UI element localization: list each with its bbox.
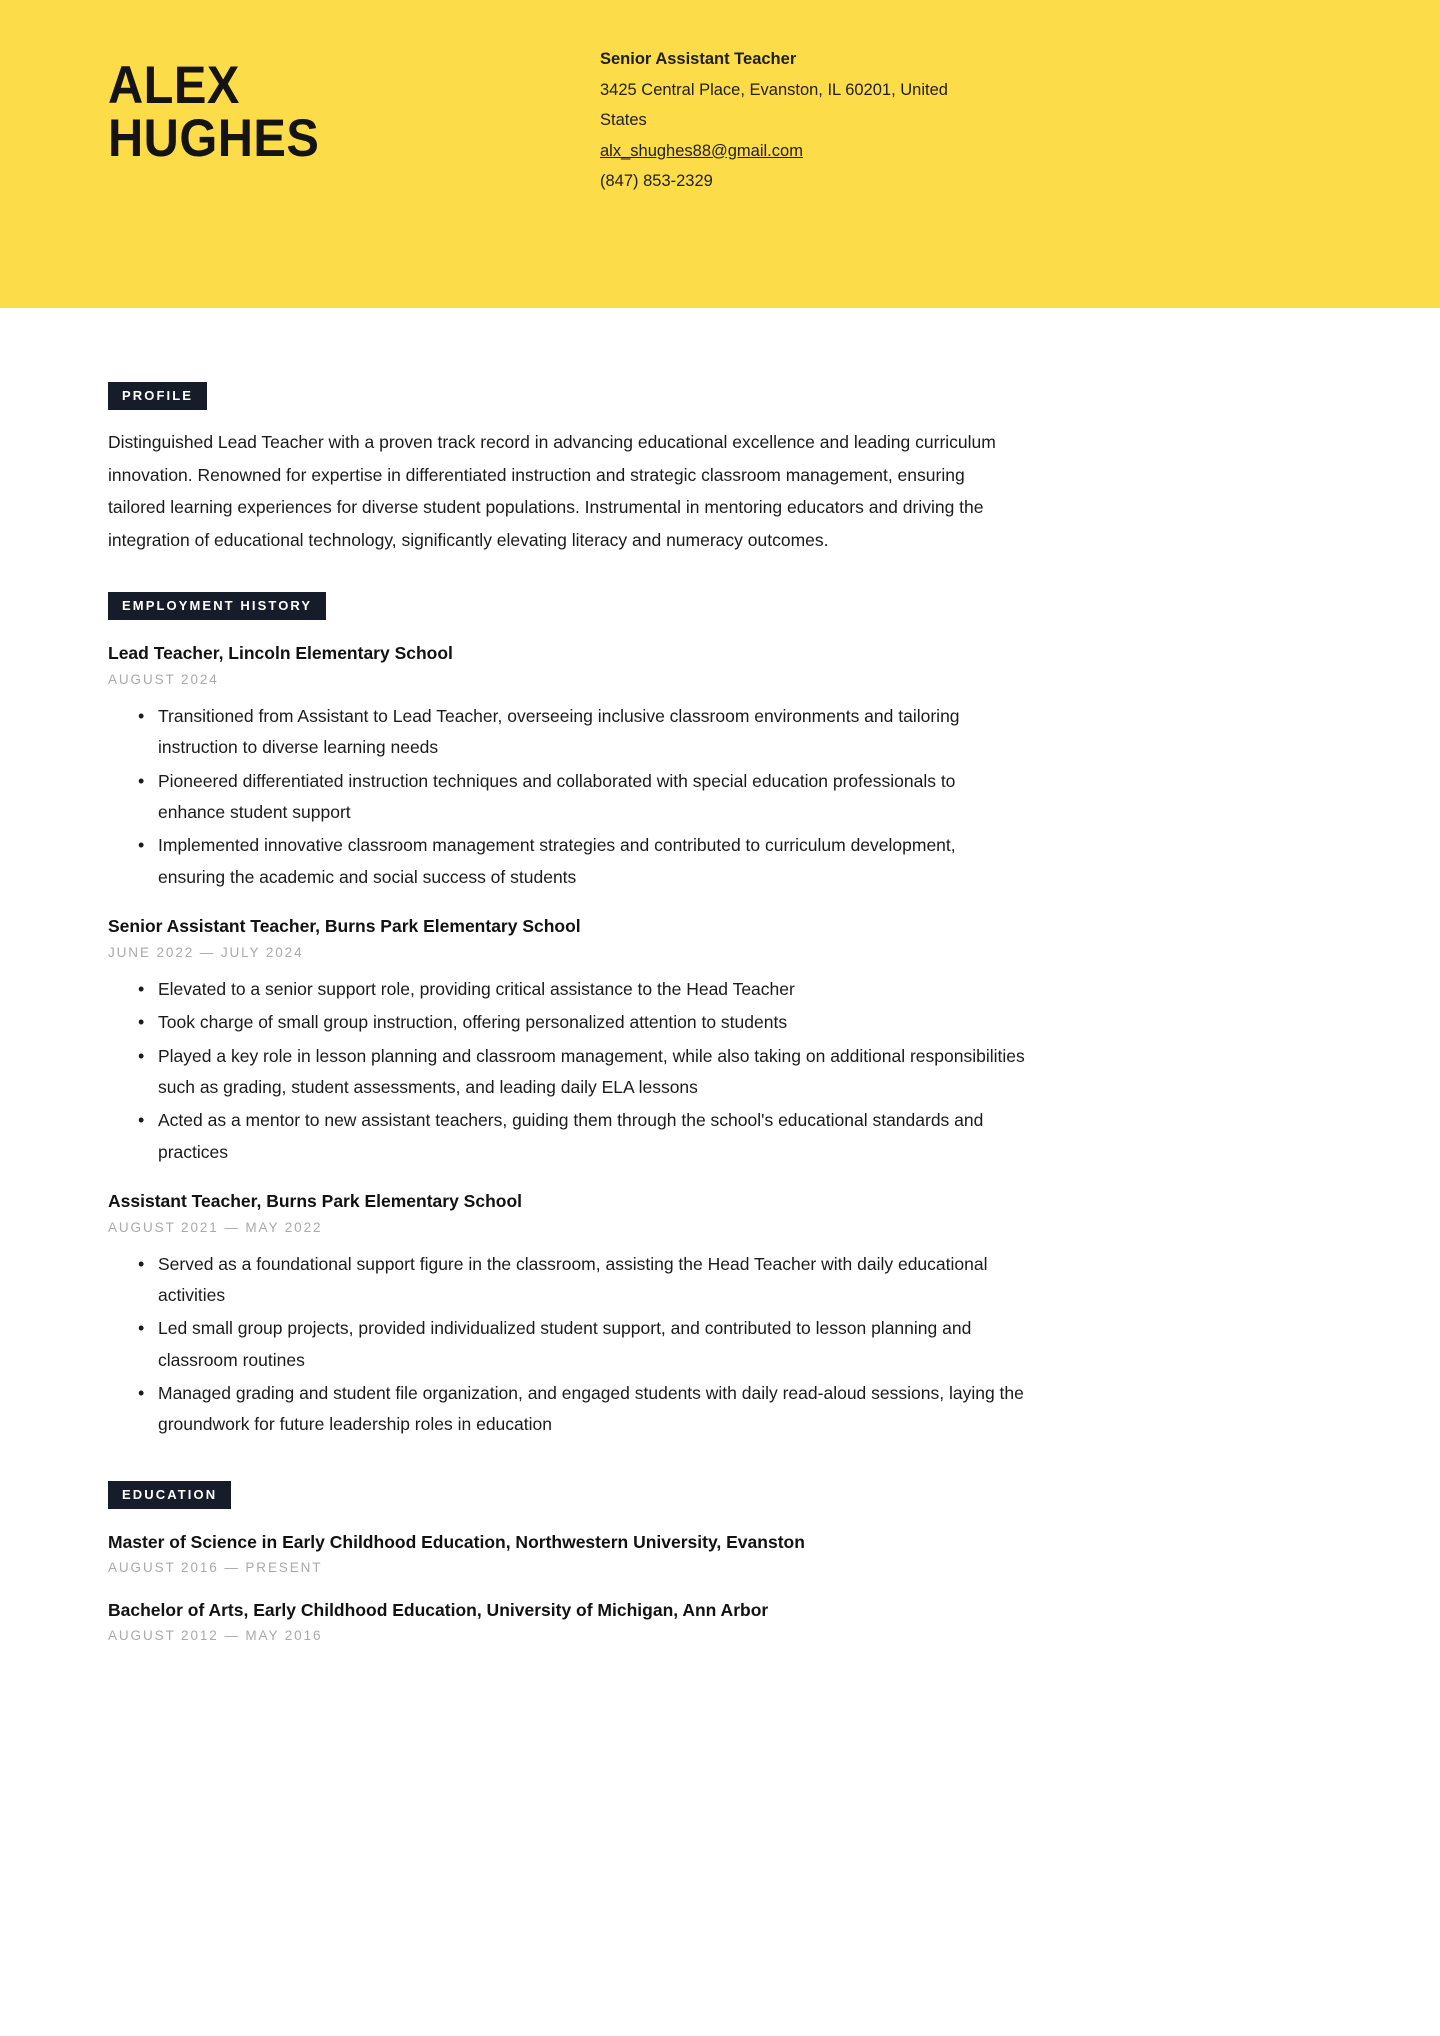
job-title: Assistant Teacher, Burns Park Elementary School — [108, 1190, 523, 1211]
candidate-name — [108, 56, 338, 168]
last-name: HUGHES — [108, 108, 320, 168]
job-title: Lead Teacher, Lincoln Elementary School — [108, 643, 453, 664]
profile-section-badge: PROFILE — [108, 382, 207, 410]
job-bullet-list — [108, 1249, 1332, 1441]
resume-header — [0, 0, 1440, 308]
education-section-badge: EDUCATION — [108, 1481, 231, 1509]
education-entry — [108, 1599, 1332, 1645]
job-bullet: • Took charge of small group instruction, offering personalized attention to students — [146, 1007, 1026, 1038]
job-bullet: • Led small group projects, provided individualized student support, and contributed to lesson planning and classroom routines — [146, 1313, 1026, 1376]
contact-details — [600, 44, 1030, 197]
address-line-1: 3425 Central Place, Evanston, IL 60201, United — [600, 80, 948, 99]
job-bullet: • Managed grading and student file organization, and engaged students with daily read-aloud sessions, laying the groundwork for future leadership roles in education — [146, 1378, 1026, 1441]
education-date: AUGUST 2012 — MAY 2016 — [108, 1628, 323, 1644]
education-entry — [108, 1531, 1332, 1577]
phone-line: (847) 853-2329 — [600, 172, 713, 191]
job-entry — [108, 915, 1332, 1168]
resume-body — [0, 308, 1440, 1645]
job-bullet: • Played a key role in lesson planning and classroom management, while also taking on additional responsibilities such as grading, student assessments, and leading daily ELA lessons — [146, 1041, 1026, 1104]
job-bullet: • Implemented innovative classroom management strategies and contributed to curriculum development, ensuring the academic and social success of students — [146, 830, 1026, 893]
job-bullet: • Acted as a mentor to new assistant teachers, guiding them through the school's educational standards and practices — [146, 1105, 1026, 1168]
job-bullet: • Pioneered differentiated instruction techniques and collaborated with special education professionals to enhance student support — [146, 766, 1026, 829]
education-section — [108, 1443, 1332, 1645]
job-date: AUGUST 2024 — [108, 671, 219, 687]
job-bullet-list — [108, 974, 1332, 1168]
job-bullet: • Elevated to a senior support role, providing critical assistance to the Head Teacher — [146, 974, 1026, 1005]
education-date: AUGUST 2016 — PRESENT — [108, 1560, 323, 1576]
employment-section-badge: EMPLOYMENT HISTORY — [108, 592, 326, 620]
first-name: ALEX — [108, 56, 240, 115]
job-date: AUGUST 2021 — MAY 2022 — [108, 1219, 323, 1235]
job-entry — [108, 1190, 1332, 1441]
header-job-title: Senior Assistant Teacher — [600, 50, 797, 68]
address-line-2: States — [600, 111, 647, 130]
job-date: JUNE 2022 — JULY 2024 — [108, 944, 304, 960]
job-bullet: • Served as a foundational support figure in the classroom, assisting the Head Teacher with daily educational activities — [146, 1249, 1026, 1312]
profile-summary-text: Distinguished Lead Teacher with a proven track record in advancing educational excellence and leading curriculum innovation. Renowned for expertise in differentiated instruction and strategic classroom management, ensuring tailored learning experiences for diverse student populations. Instrumental in mentoring educators and driving the integration of educational technology, significantly elevating literacy and numeracy outcomes. — [108, 432, 996, 550]
email-line — [600, 136, 1030, 167]
job-title: Senior Assistant Teacher, Burns Park Elementary School — [108, 916, 581, 936]
education-title: Bachelor of Arts, Early Childhood Education, University of Michigan, Ann Arbor — [108, 1599, 769, 1620]
job-bullet-list — [108, 701, 1332, 893]
job-bullet: • Transitioned from Assistant to Lead Teacher, overseeing inclusive classroom environments and tailoring instruction to diverse learning needs — [146, 701, 1026, 764]
employment-history-section — [108, 556, 1332, 1440]
profile-section — [108, 308, 1332, 556]
education-title: Master of Science in Early Childhood Education, Northwestern University, Evanston — [108, 1531, 805, 1552]
email-link[interactable]: alx_shughes88@gmail.com — [600, 141, 803, 160]
job-entry — [108, 642, 1332, 893]
